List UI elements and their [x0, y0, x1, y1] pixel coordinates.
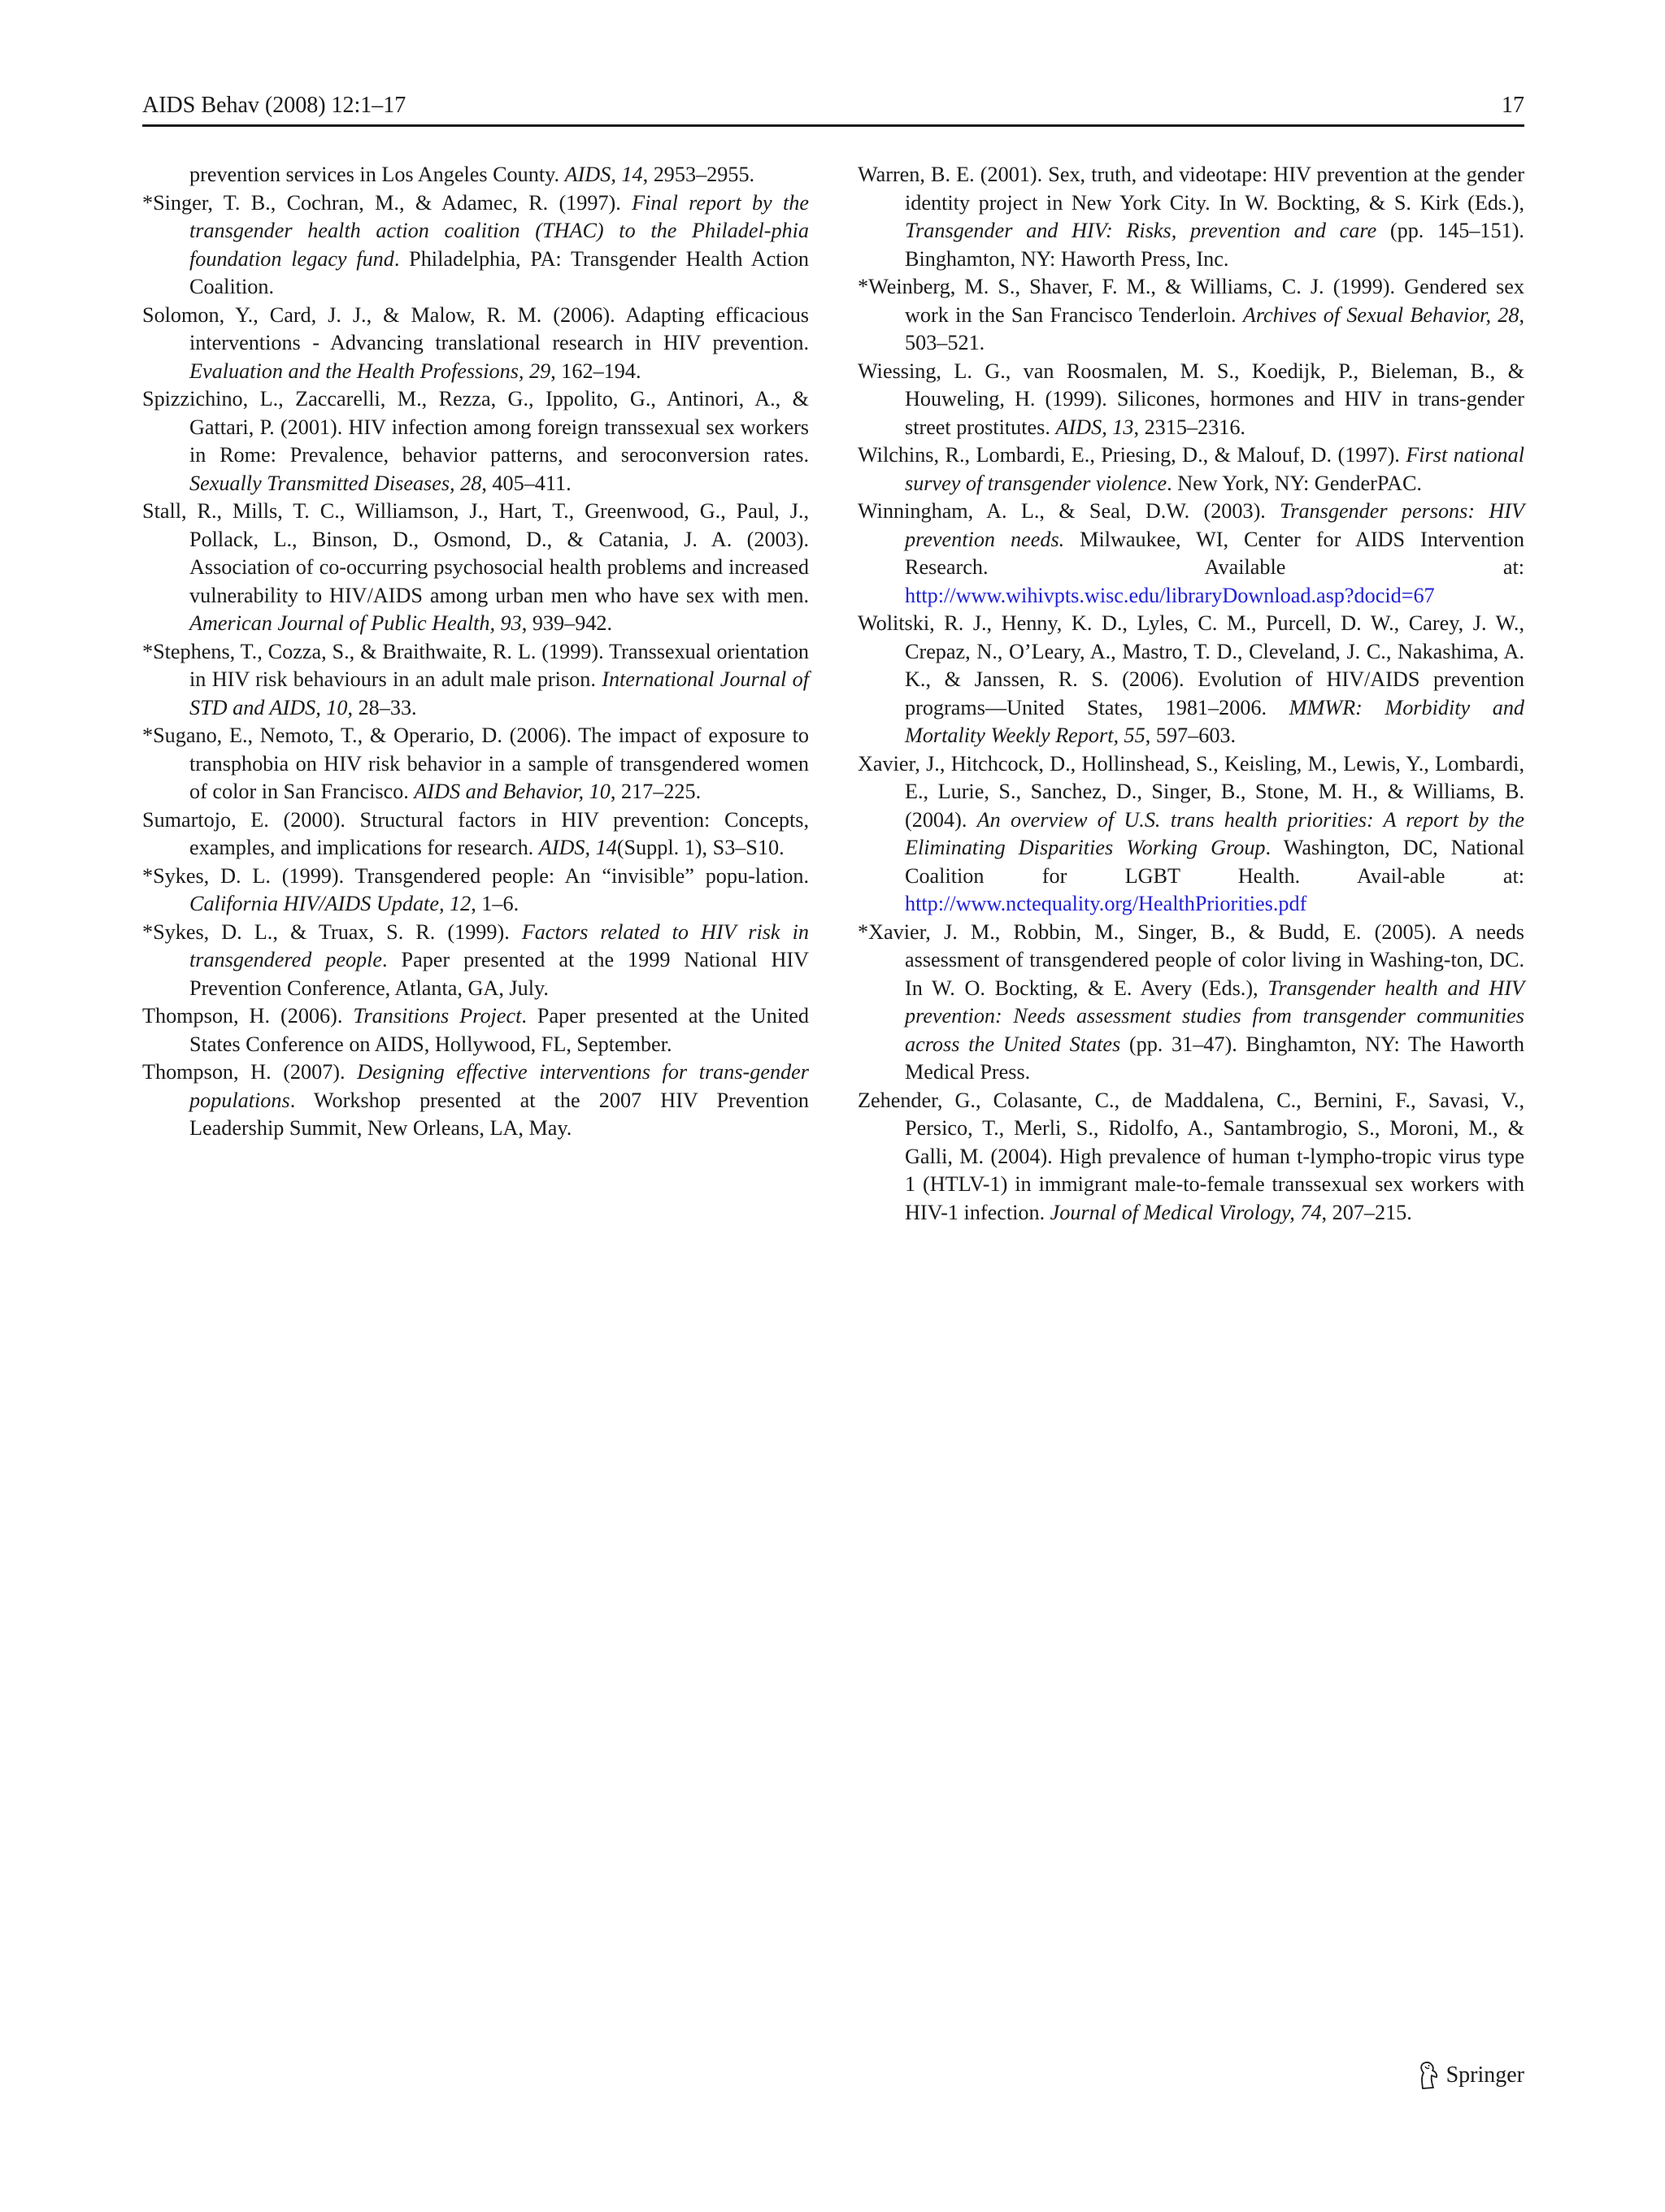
publisher-name: Springer — [1445, 2062, 1524, 2088]
reference-source-title: AIDS, 14 — [538, 836, 617, 859]
reference-source-title: Designing effective interventions for trans-gender populations — [189, 1060, 809, 1112]
running-header — [142, 89, 1524, 127]
reference-source-title: Evaluation and the Health Professions, 29 — [189, 359, 551, 383]
reference-source-title: Factors related to HIV risk in transgendered people — [189, 919, 809, 971]
reference-entry: Thompson, H. (2007). Designing effective interventions for trans-gender populations. Workshop presented at the 2007 HIV Prevention Leadership Summit, New Orleans, LA, May. — [142, 1060, 809, 1140]
reference-entry: Warren, B. E. (2001). Sex, truth, and videotape: HIV prevention at the gender identity project in New York City. In W. Bockting, & S. Kirk (Eds.), Transgender and HIV: Risks, prevention and care (pp. 145–151). Binghamton, NY: Haworth Press, Inc. — [858, 163, 1524, 271]
reference-source-title: Transgender persons: HIV prevention needs. — [905, 499, 1524, 551]
page-number: 17 — [1502, 93, 1524, 118]
reference-url-link[interactable]: http://www.nctequality.org/HealthPriorities.pdf — [905, 892, 1307, 915]
reference-source-title: Transgender and HIV: Risks, prevention and care — [905, 219, 1377, 242]
reference-entry: prevention services in Los Angeles County. AIDS, 14, 2953–2955. — [189, 163, 755, 186]
reference-source-title: An overview of U.S. trans health priorities: A report by the Eliminating Disparities Working Group — [905, 807, 1524, 859]
springer-horse-icon — [1415, 2061, 1440, 2090]
reference-entry: Spizzichino, L., Zaccarelli, M., Rezza, G., Ippolito, G., Antinori, A., & Gattari, P. (2001). HIV infection among foreign transsexual sex workers in Rome: Prevalence, behavior patterns, and seroconversion rates. Sexually Transmitted Diseases, 28, 405–411. — [142, 387, 809, 495]
reference-source-title: Final report by the transgender health action coalition (THAC) to the Philadel-phia foundation legacy fund — [189, 190, 809, 271]
reference-entry: *Singer, T. B., Cochran, M., & Adamec, R. (1997). Final report by the transgender health action coalition (THAC) to the Philadel-phia foundation legacy fund. Philadelphia, PA: Transgender Health Action Coalition. — [142, 190, 810, 298]
reference-source-title: MMWR: Morbidity and Mortality Weekly Report, 55 — [905, 695, 1525, 747]
reference-source-title: Transitions Project — [353, 1004, 522, 1028]
publisher-logo — [1415, 2059, 1524, 2092]
reference-source-title: AIDS and Behavior, 10 — [414, 780, 611, 803]
reference-entry: Stall, R., Mills, T. C., Williamson, J., Hart, T., Greenwood, G., Paul, J., Pollack, L., Binson, D., Osmond, D., & Catania, J. A. (2003). Association of co-occurring psychosocial health problems and increased vulnerability to HIV/AIDS among urban men who have sex with men. American Journal of Public Health, 93, 939–942. — [142, 499, 809, 635]
reference-entry: Winningham, A. L., & Seal, D.W. (2003). Transgender persons: HIV prevention needs. Milwaukee, WI, Center for AIDS Intervention Research. Available at: http://www.wihivpts.wisc.edu/libraryDownload.asp?docid=67 — [858, 499, 1524, 607]
reference-entry: Xavier, J., Hitchcock, D., Hollinshead, S., Keisling, M., Lewis, Y., Lombardi, E., Lurie, S., Sanchez, D., Singer, B., Stone, M. H., & Williams, B. (2004). An overview of U.S. trans health priorities: A report by the Eliminating Disparities Working Group. Washington, DC, National Coalition for LGBT Health. Avail-able at: http://www.nctequality.org/HealthPriorities.pdf — [858, 751, 1524, 915]
reference-source-title: California HIV/AIDS Update, 12 — [189, 892, 472, 915]
reference-entry: Wiessing, L. G., van Roosmalen, M. S., Koedijk, P., Bieleman, B., & Houweling, H. (1999). Silicones, hormones and HIV in trans-gender street prostitutes. AIDS, 13, 2315–2316. — [858, 359, 1524, 439]
reference-entry: Zehender, G., Colasante, C., de Maddalena, C., Bernini, F., Savasi, V., Persico, T., Merli, S., Ridolfo, A., Santambrogio, S., Moroni, M., & Galli, M. (2004). High prevalence of human t-lympho-tropic virus type 1 (HTLV-1) in immigrant male-to-female transsexual sex workers with HIV-1 infection. Journal of Medical Virology, 74, 207–215. — [858, 1088, 1524, 1224]
reference-entry: *Sykes, D. L., & Truax, S. R. (1999). Factors related to HIV risk in transgendered people. Paper presented at the 1999 National HIV Prevention Conference, Atlanta, GA, July. — [142, 919, 809, 1000]
reference-entry: *Sugano, E., Nemoto, T., & Operario, D. (2006). The impact of exposure to transphobia on HIV risk behavior in a sample of transgendered women of color in San Francisco. AIDS and Behavior, 10, 217–225. — [142, 724, 809, 803]
reference-entry: Wolitski, R. J., Henny, K. D., Lyles, C. M., Purcell, D. W., Carey, J. W., Crepaz, N., O’Leary, A., Mastro, T. D., Cleveland, J. C., Nakashima, A. K., & Janssen, R. S. (2006). Evolution of HIV/AIDS prevention programs—United States, 1981–2006. MMWR: Morbidity and Mortality Weekly Report, 55, 597–603. — [858, 611, 1525, 747]
reference-source-title: Journal of Medical Virology, 74 — [1050, 1200, 1322, 1224]
reference-entry: Thompson, H. (2006). Transitions Project. Paper presented at the United States Conference on AIDS, Hollywood, FL, September. — [142, 1004, 809, 1056]
reference-source-title: Sexually Transmitted Diseases, 28 — [189, 471, 482, 495]
reference-source-title: AIDS, 14 — [564, 163, 643, 186]
reference-entry: *Weinberg, M. S., Shaver, F. M., & Williams, C. J. (1999). Gendered sex work in the San Francisco Tenderloin. Archives of Sexual Behavior, 28, 503–521. — [858, 275, 1524, 354]
reference-source-title: AIDS, 13 — [1055, 415, 1134, 439]
reference-entry: Sumartojo, E. (2000). Structural factors in HIV prevention: Concepts, examples, and implications for research. AIDS, 14(Suppl. 1), S3–S10. — [142, 807, 809, 859]
reference-entry: Solomon, Y., Card, J. J., & Malow, R. M. (2006). Adapting efficacious interventions - Advancing translational research in HIV prevention. Evaluation and the Health Professions, 29, 162–194. — [142, 302, 809, 383]
references-right-column — [858, 161, 1524, 1227]
reference-entry: *Sykes, D. L. (1999). Transgendered people: An “invisible” popu-lation. California HIV/AIDS Update, 12, 1–6. — [142, 863, 809, 915]
reference-entry: Wilchins, R., Lombardi, E., Priesing, D., & Malouf, D. (1997). First national survey of transgender violence. New York, NY: GenderPAC. — [858, 443, 1524, 495]
journal-citation: AIDS Behav (2008) 12:1–17 — [142, 93, 406, 118]
references-left-column — [142, 161, 809, 1143]
reference-source-title: American Journal of Public Health, 93 — [189, 611, 522, 635]
reference-source-title: Archives of Sexual Behavior, 28 — [1242, 302, 1519, 327]
reference-source-title: Transgender health and HIV prevention: Needs assessment studies from transgender communities across the United States — [905, 976, 1524, 1056]
reference-url-link[interactable]: http://www.wihivpts.wisc.edu/libraryDownload.asp?docid=67 — [905, 583, 1435, 607]
reference-entry: *Xavier, J. M., Robbin, M., Singer, B., & Budd, E. (2005). A needs assessment of transgendered people of color living in Washing-ton, DC. In W. O. Bockting, & E. Avery (Eds.), Transgender health and HIV prevention: Needs assessment studies from transgender communities across the United States (pp. 31–47). Binghamton, NY: The Haworth Medical Press. — [858, 919, 1524, 1084]
reference-source-title: International Journal of STD and AIDS, 10 — [189, 667, 809, 719]
reference-source-title: First national survey of transgender violence — [905, 443, 1524, 495]
reference-entry: *Stephens, T., Cozza, S., & Braithwaite, R. L. (1999). Transsexual orientation in HIV risk behaviours in an adult male prison. International Journal of STD and AIDS, 10, 28–33. — [142, 639, 809, 719]
